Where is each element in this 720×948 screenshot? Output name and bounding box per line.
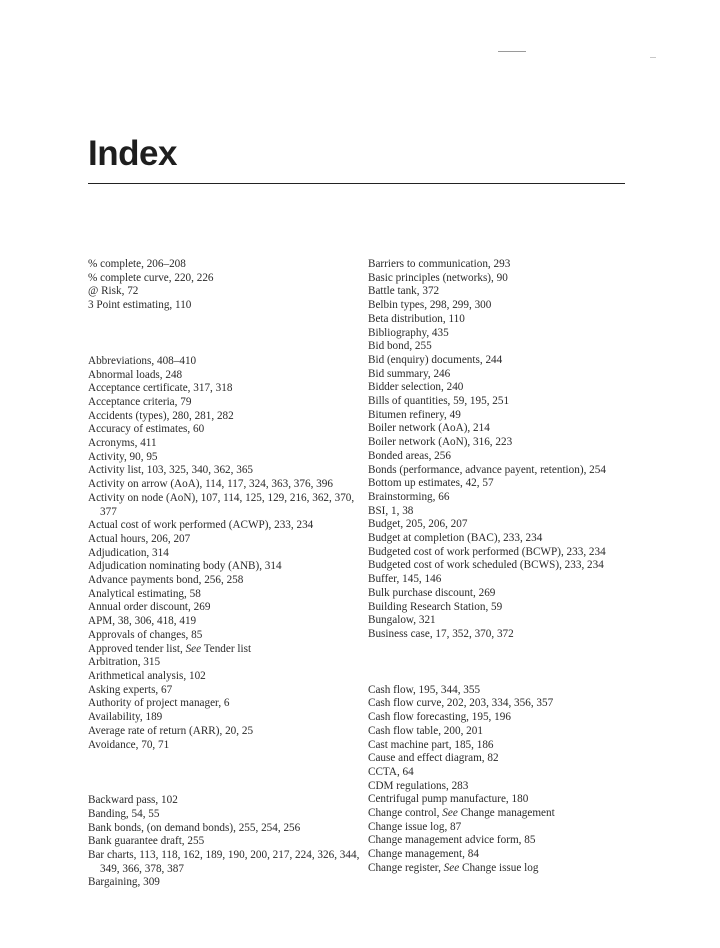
index-entry: Bargaining, 309: [88, 876, 160, 889]
index-entry: Budgeted cost of work scheduled (BCWS), 233, 234: [368, 559, 604, 572]
index-entry: CCTA, 64: [368, 765, 414, 778]
index-entry: Bank bonds, (on demand bonds), 255, 254, 256: [88, 821, 301, 834]
index-entry: Beta distribution, 110: [368, 312, 465, 325]
index-entry: Business case, 17, 352, 370, 372: [368, 627, 514, 640]
index-entry: Activity, 90, 95: [88, 450, 158, 463]
index-entry: Adjudication nominating body (ANB), 314: [88, 560, 282, 573]
index-entry: Accidents (types), 280, 281, 282: [88, 409, 234, 422]
index-entry: Building Research Station, 59: [368, 600, 503, 613]
index-entry: % complete curve, 220, 226: [88, 271, 214, 284]
index-entry: Belbin types, 298, 299, 300: [368, 299, 492, 312]
index-entry: Centrifugal pump manufacture, 180: [368, 793, 529, 806]
index-entry: Cash flow table, 200, 201: [368, 724, 483, 737]
index-entry: Average rate of return (ARR), 20, 25: [88, 724, 254, 737]
index-entry: Acronyms, 411: [88, 437, 157, 450]
index-entry: Cash flow, 195, 344, 355: [368, 683, 481, 696]
scan-speck: [498, 51, 526, 52]
index-entry: Bonded areas, 256: [368, 449, 451, 462]
index-entry: Cause and effect diagram, 82: [368, 752, 499, 765]
index-entry: Budget, 205, 206, 207: [368, 518, 468, 531]
index-entry: Analytical estimating, 58: [88, 587, 201, 600]
index-entry: 3 Point estimating, 110: [88, 299, 192, 312]
index-column-left: [88, 258, 360, 890]
index-entry: APM, 38, 306, 418, 419: [88, 615, 197, 628]
index-entry: Approved tender list, See Tender list: [88, 642, 252, 655]
index-entry: Activity list, 103, 325, 340, 362, 365: [88, 464, 254, 477]
index-entry: Backward pass, 102: [88, 794, 178, 807]
index-entry: Bar charts, 113, 118, 162, 189, 190, 200, 217, 224, 326, 344, 349, 366, 378, 387: [88, 849, 360, 875]
index-entry: Bidder selection, 240: [368, 381, 464, 394]
index-entry: Barriers to communication, 293: [368, 258, 511, 270]
index-entry: Boiler network (AoA), 214: [368, 422, 490, 435]
index-group: [368, 684, 648, 876]
index-entry: Authority of project manager, 6: [88, 697, 230, 710]
index-entry: Arithmetical analysis, 102: [88, 669, 206, 682]
index-entry: Accuracy of estimates, 60: [88, 423, 205, 436]
index-entry: Bitumen refinery, 49: [368, 408, 461, 421]
index-entry: Banding, 54, 55: [88, 807, 160, 820]
index-entry: Approvals of changes, 85: [88, 628, 203, 641]
index-entry: Acceptance certificate, 317, 318: [88, 382, 233, 395]
index-entry: Advance payments bond, 256, 258: [88, 574, 244, 587]
scan-speck: [650, 57, 656, 58]
index-entry: Brainstorming, 66: [368, 490, 450, 503]
index-entry: Change management, 84: [368, 848, 479, 861]
index-entry: Activity on arrow (AoA), 114, 117, 324, 363, 376, 396: [88, 478, 333, 491]
index-entry: Acceptance criteria, 79: [88, 395, 192, 408]
index-entry: Budgeted cost of work performed (BCWP), 233, 234: [368, 545, 606, 558]
index-entry: Basic principles (networks), 90: [368, 271, 508, 284]
index-entry: Bulk purchase discount, 269: [368, 586, 496, 599]
index-entry: Change control, See Change management: [368, 807, 555, 820]
index-entry: Bottom up estimates, 42, 57: [368, 477, 494, 490]
index-entry: Change issue log, 87: [368, 820, 462, 833]
index-entry: Battle tank, 372: [368, 285, 440, 298]
index-entry: CDM regulations, 283: [368, 779, 469, 792]
index-group: [88, 794, 360, 890]
index-entry: Activity on node (AoN), 107, 114, 125, 129, 216, 362, 370, 377: [88, 491, 355, 518]
index-entry: Budget at completion (BAC), 233, 234: [368, 532, 543, 545]
index-entry: Adjudication, 314: [88, 546, 169, 559]
index-entry: Bid summary, 246: [368, 367, 451, 380]
index-entry: Abbreviations, 408–410: [88, 354, 197, 367]
index-entry: % complete, 206–208: [88, 258, 186, 270]
index-entry: @ Risk, 72: [88, 285, 139, 298]
index-entry: Bank guarantee draft, 255: [88, 835, 205, 848]
index-entry: Bid (enquiry) documents, 244: [368, 353, 503, 366]
index-entry: Abnormal loads, 248: [88, 368, 183, 381]
index-column-right: [368, 258, 648, 876]
page-title: Index: [88, 134, 177, 173]
index-entry: Annual order discount, 269: [88, 601, 211, 614]
index-entry: Asking experts, 67: [88, 683, 173, 696]
index-entry: Bungalow, 321: [368, 614, 436, 627]
index-entry: Availability, 189: [88, 711, 163, 724]
index-entry: Avoidance, 70, 71: [88, 738, 170, 751]
index-entry: Change management advice form, 85: [368, 834, 536, 847]
index-entry: Cash flow forecasting, 195, 196: [368, 711, 511, 724]
index-entry: Buffer, 145, 146: [368, 573, 442, 586]
index-group: [88, 355, 360, 752]
index-entry: Arbitration, 315: [88, 656, 161, 669]
index-entry: Bills of quantities, 59, 195, 251: [368, 395, 510, 408]
title-rule: [88, 183, 625, 184]
index-entry: Cash flow curve, 202, 203, 334, 356, 357: [368, 697, 554, 710]
index-entry: Actual hours, 206, 207: [88, 532, 191, 545]
index-entry: Bid bond, 255: [368, 340, 432, 353]
index-group: [88, 258, 360, 313]
index-entry: Actual cost of work performed (ACWP), 233, 234: [88, 519, 314, 532]
index-group: [368, 258, 648, 642]
index-entry: Bibliography, 435: [368, 326, 449, 339]
index-entry: Cast machine part, 185, 186: [368, 738, 494, 751]
index-entry: Bonds (performance, advance payent, retention), 254: [368, 463, 606, 476]
index-entry: BSI, 1, 38: [368, 504, 414, 517]
index-entry: Boiler network (AoN), 316, 223: [368, 436, 513, 449]
index-entry: Change register, See Change issue log: [368, 861, 539, 874]
